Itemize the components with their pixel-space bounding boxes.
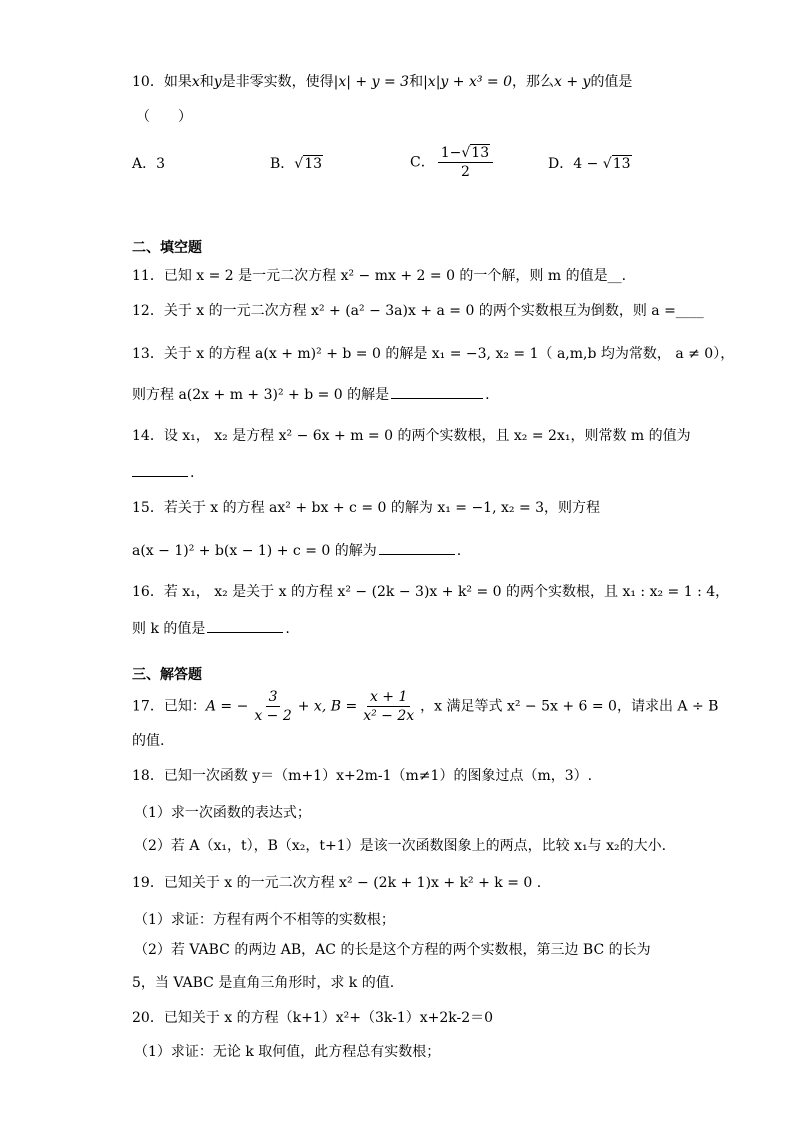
question-13-cont xyxy=(132,384,490,405)
question-19-part2: （2）若 VABC 的两边 AB，AC 的长是这个方程的两个实数根，第三边 BC 的长为 xyxy=(134,942,651,958)
question-18-part1: （1）求一次函数的表达式； xyxy=(134,805,311,821)
question-18: 18．已知一次函数 y＝（m+1）x+2m-1（m≠1）的图象过点（m，3）. xyxy=(132,768,593,784)
fraction xyxy=(251,688,294,725)
sqrt-symbol: √13 xyxy=(602,156,631,172)
denominator: x² − 2x xyxy=(363,708,415,724)
text: 如果 xyxy=(163,74,192,90)
question-14-cont xyxy=(132,462,194,483)
text: . xyxy=(285,621,290,637)
text: 和 xyxy=(199,74,214,90)
question-20: 20．已知关于 x 的方程（k+1）x²+（3k-1）x+2k-2＝0 xyxy=(132,1010,494,1026)
equation: |x| + y = 3 xyxy=(333,74,410,90)
text: . xyxy=(190,465,195,481)
section-title: 二、填空题 xyxy=(132,240,202,256)
answer-blank xyxy=(391,384,483,399)
numerator xyxy=(438,144,493,163)
option-label: B． xyxy=(270,156,295,172)
question-15-cont xyxy=(132,540,461,561)
text: 17．已知： xyxy=(132,698,206,715)
option-value: 3 xyxy=(156,156,166,172)
sqrt-symbol: √13 xyxy=(461,145,490,161)
text: 是非零实数，使得 xyxy=(221,74,334,90)
question-19-part2-cont: 5，当 VABC 是直角三角形时，求 k 的值. xyxy=(132,975,395,991)
numerator: 3 xyxy=(266,688,281,707)
expression: x + y xyxy=(554,74,591,90)
radicand: 13 xyxy=(304,156,323,172)
answer-blank xyxy=(207,618,283,633)
text: 1− xyxy=(440,145,462,161)
option-d xyxy=(548,154,632,174)
equation: |x|y + x³ = 0 xyxy=(423,74,512,90)
equation: + x, B = xyxy=(297,698,358,715)
text: . xyxy=(485,387,490,403)
question-14: 14．设 x₁， x₂ 是方程 x² − 6x + m = 0 的两个实数根，且 x₂ = 2x₁，则常数 m 的值为 xyxy=(132,428,691,444)
text: 和 xyxy=(409,74,424,90)
numerator: x + 1 xyxy=(367,688,410,707)
section-title: 三、解答题 xyxy=(132,667,202,683)
option-b xyxy=(270,154,323,174)
answer-blank xyxy=(132,462,188,477)
option-label: C． xyxy=(410,154,435,171)
radicand: 13 xyxy=(471,145,490,161)
text: a(x − 1)² + b(x − 1) + c = 0 的解为 xyxy=(132,543,377,559)
var: x xyxy=(191,74,200,90)
option-c xyxy=(410,144,496,181)
text: 则方程 a(2x + m + 3)² + b = 0 的解是 xyxy=(132,387,390,403)
question-16: 16．若 x₁， x₂ 是关于 x 的方程 x² − (2k − 3)x + k² = 0 的两个实数根，且 x₁ : x₂ = 1 : 4， xyxy=(132,584,730,600)
question-20-part1: （1）求证：无论 k 取何值，此方程总有实数根； xyxy=(134,1044,441,1060)
question-15: 15．若关于 x 的方程 ax² + bx + c = 0 的解为 x₁ = −1, x₂ = 3，则方程 xyxy=(132,500,601,516)
question-16-cont xyxy=(132,618,290,639)
answer-paren: （ ） xyxy=(136,109,192,125)
text: 4 − xyxy=(573,156,603,172)
question-18-part2: （2）若 A（x₁，t），B（x₂，t+1）是该一次函数图象上的两点，比较 x₁与 x₂的大小. xyxy=(134,838,667,854)
denominator: x − 2 xyxy=(254,708,292,724)
question-number: 10． xyxy=(132,74,164,90)
text: 的值是 xyxy=(590,74,633,90)
radicand: 13 xyxy=(612,156,631,172)
denominator: 2 xyxy=(460,164,470,180)
question-11: 11．已知 x = 2 是一元二次方程 x² − mx + 2 = 0 的一个解，则 m 的值是__. xyxy=(132,268,627,284)
question-12: 12．关于 x 的一元二次方程 x² + (a² − 3a)x + a = 0 的两个实数根互为倒数，则 a =____ xyxy=(132,303,704,319)
text: . xyxy=(456,543,462,559)
question-10 xyxy=(132,72,632,92)
question-13: 13．关于 x 的方程 a(x + m)² + b = 0 的解是 x₁ = −3, x₂ = 1（ a,m,b 均为常数， a ≠ 0）， xyxy=(132,346,735,362)
equation: A = − xyxy=(205,698,249,715)
answer-blank xyxy=(379,540,455,555)
text: ，x 满足等式 x² − 5x + 6 = 0，请求出 A ÷ B xyxy=(420,698,719,715)
question-19-part1: （1）求证：方程有两个不相等的实数根； xyxy=(134,912,395,928)
question-17-cont: 的值. xyxy=(132,733,165,749)
option-label: A． xyxy=(132,156,157,172)
option-a xyxy=(132,154,165,174)
question-19: 19．已知关于 x 的一元二次方程 x² − (2k + 1)x + k² + k = 0 . xyxy=(132,875,542,891)
fraction xyxy=(360,688,417,725)
text: 则 k 的值是 xyxy=(132,621,206,637)
question-17 xyxy=(132,688,718,725)
fraction xyxy=(438,144,493,181)
text: ，那么 xyxy=(512,74,554,90)
option-label: D． xyxy=(548,156,574,172)
var: y xyxy=(213,74,222,90)
sqrt-symbol: √13 xyxy=(294,156,323,172)
